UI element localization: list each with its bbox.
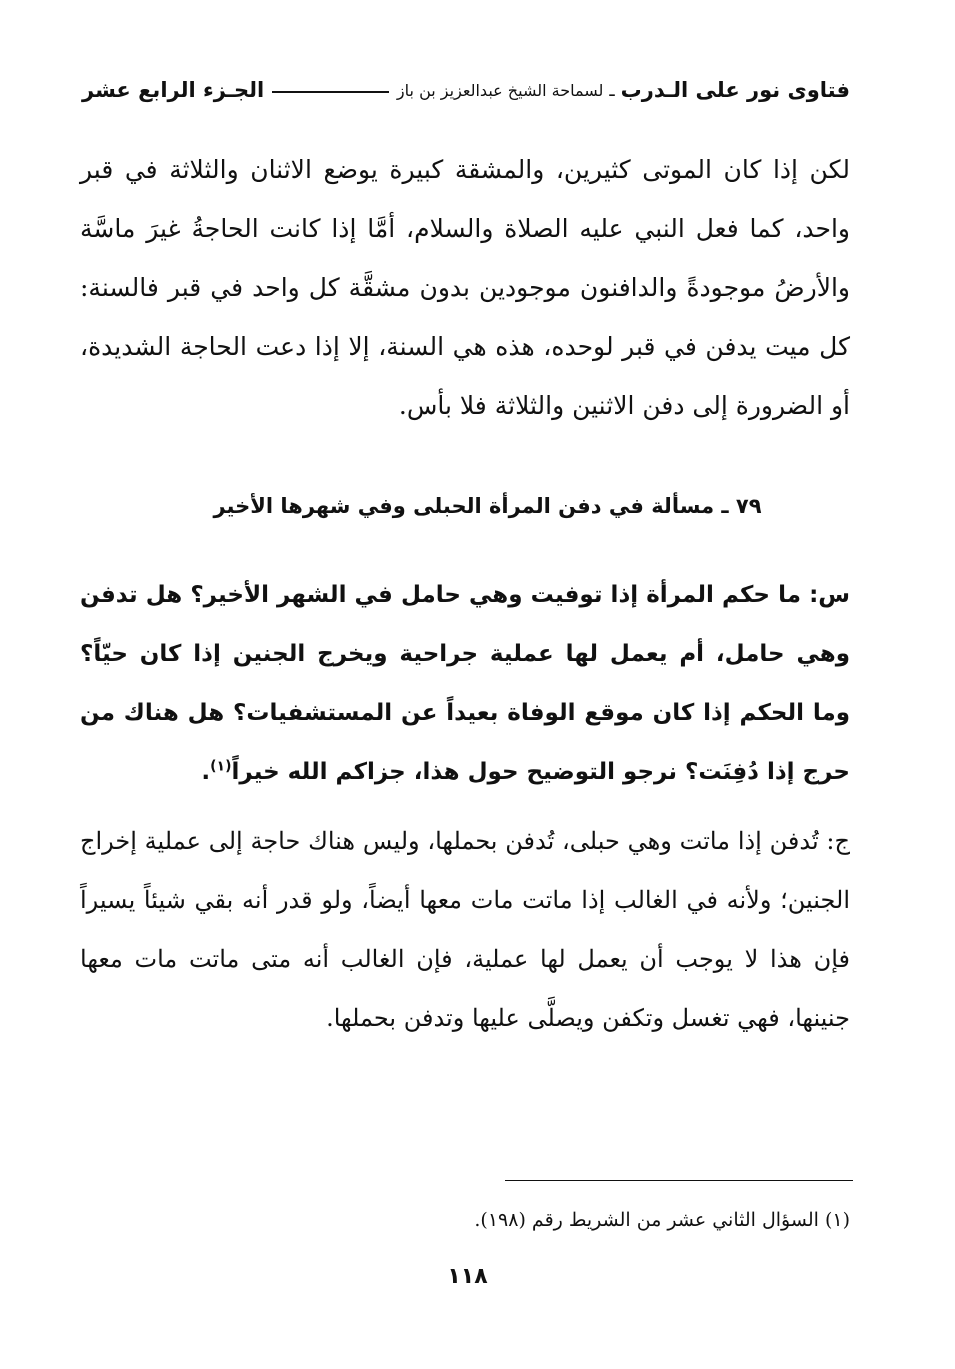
book-title: فتاوى نور على الـدرب <box>620 78 850 102</box>
question-block <box>80 566 850 802</box>
running-header <box>82 72 850 108</box>
author-name: لسماحة الشيخ عبدالعزيز بن باز <box>396 80 604 100</box>
header-rule <box>272 91 389 93</box>
footnote-divider <box>505 1180 853 1181</box>
paragraph-continued: لكن إذا كان الموتى كثيرين، والمشقة كبيرة يوضع الاثنان والثلاثة في قبر واحد، كما فعل النبي عليه الصلاة والسلام، أمَّا إذا كانت الحاجةُ غيرَ ماسَّة والأرضُ موجودةً والدافنون موجودين بدون مشقَّة كل واحد في قبر فالسنة: كل ميت يدفن في قبر لوحده، هذه هي السنة، إلا إذا دعت الحاجة الشديدة، أو الضرورة إلى دفن الاثنين والثلاثة فلا بأس. <box>80 155 850 420</box>
answer-text: تُدفن إذا ماتت وهي حبلى، تُدفن بحملها، وليس هناك حاجة إلى عملية إخراج الجنين؛ ولأنه في الغالب إذا ماتت مات معها أيضاً، ولو قدر أنه بقي شيئاً يسيراً فإن هذا لا يوجب أن يعمل لها عملية، فإن الغالب أنه متى ماتت مات معها جنينها، فهي تغسل وتكفن ويصلَّى عليها وتدفن بحملها. <box>80 827 850 1032</box>
footnote-number: (١) <box>824 1209 850 1231</box>
section-heading: ٧٩ ـ مسألة في دفن المرأة الحبلى وفي شهرها الأخير <box>213 494 762 518</box>
volume-part: الجـزء الرابع عشر <box>82 78 265 102</box>
footnote <box>200 1203 850 1237</box>
page-number: ١١٨ <box>447 1264 488 1289</box>
question-end: . <box>201 759 211 785</box>
answer-label: ج: <box>826 827 850 855</box>
header-separator: ـ <box>609 79 615 101</box>
answer-block <box>80 812 850 1048</box>
footnote-text: السؤال الثاني عشر من الشريط رقم (١٩٨). <box>474 1209 819 1231</box>
question-label: س: <box>809 582 850 608</box>
question-text: ما حكم المرأة إذا توفيت وهي حامل في الشهر الأخير؟ هل تدفن وهي حامل، أم يعمل لها عملية جراحية ويخرج الجنين إذا كان حيّاً؟ وما الحكم إذا كان موقع الوفاة بعيداً عن المستشفيات؟ هل هناك من حرج إذا دُفِنَت؟ نرجو التوضيح حول هذا، جزاكم الله خيراً <box>80 582 850 785</box>
footnote-reference[interactable]: (١) <box>210 758 232 775</box>
